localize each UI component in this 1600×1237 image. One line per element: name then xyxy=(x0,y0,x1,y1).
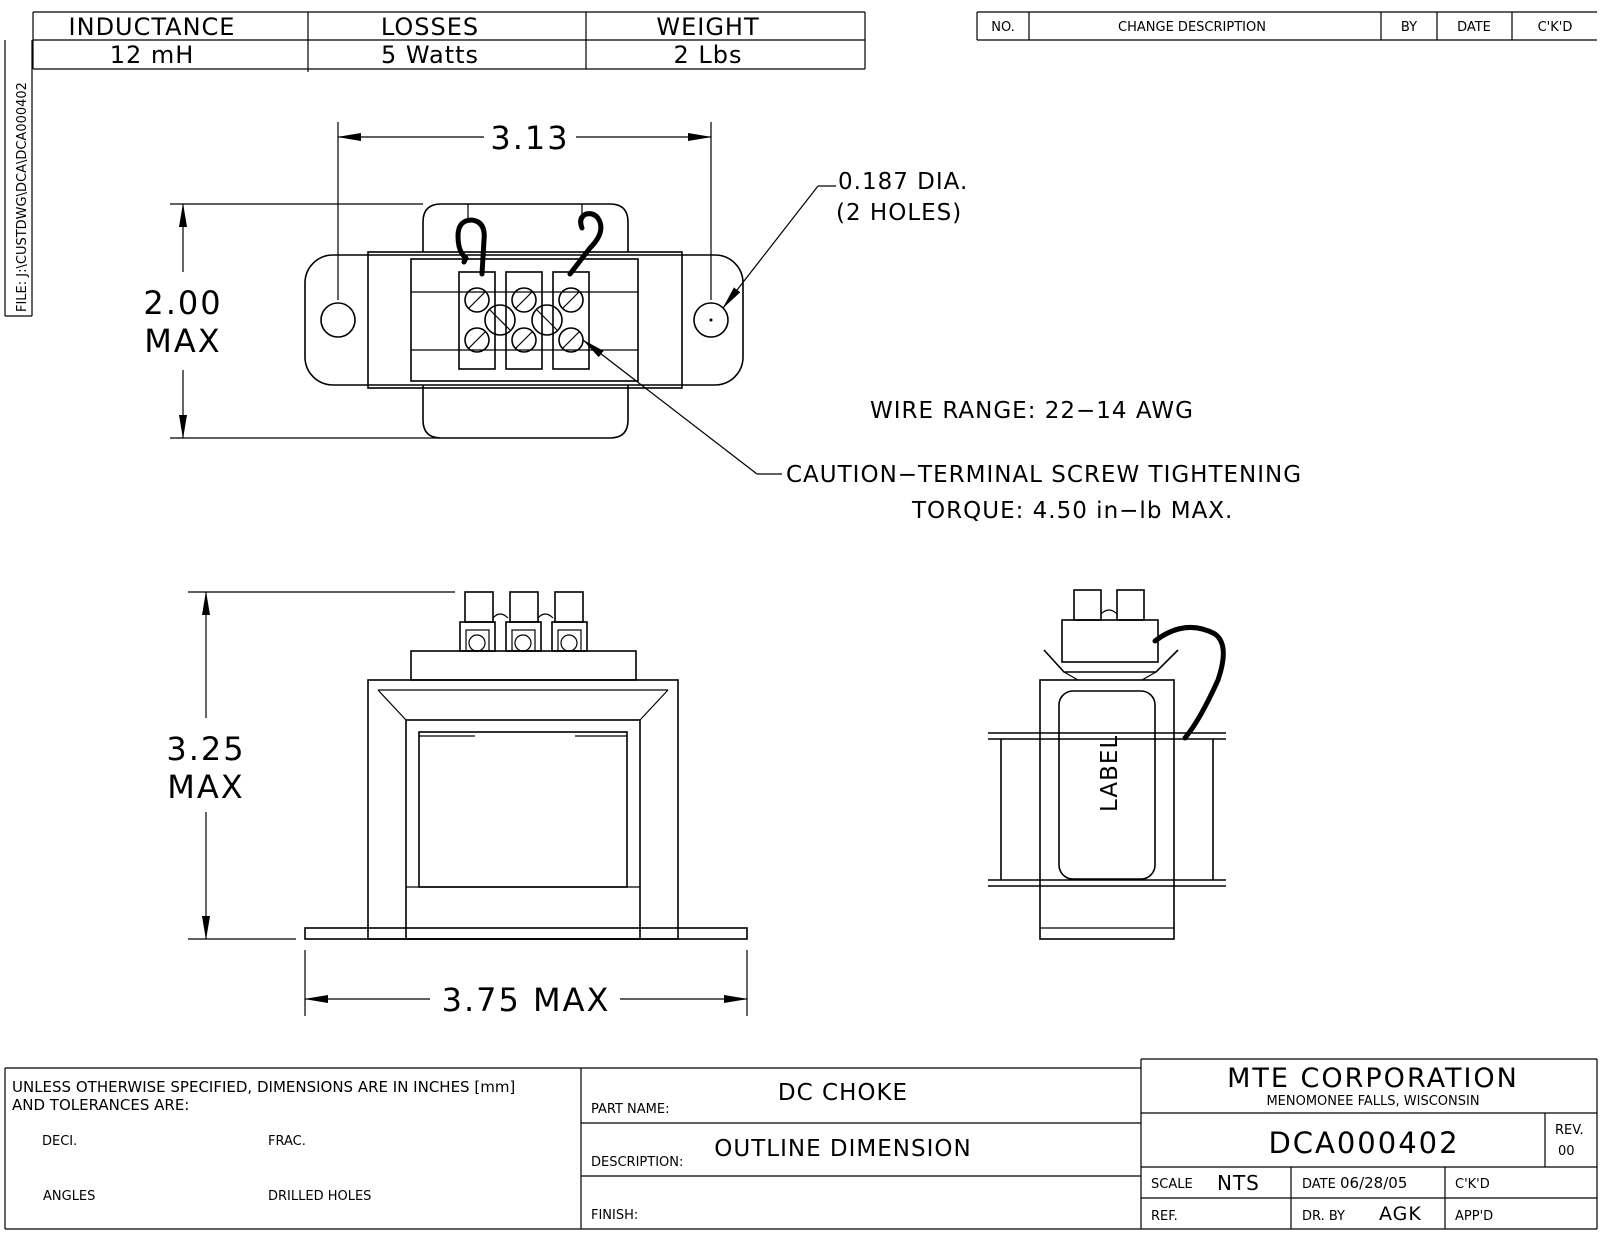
scale-value: NTS xyxy=(1217,1171,1260,1195)
hole-note-line2: (2 HOLES) xyxy=(836,200,963,226)
hole-note-line1: 0.187 DIA. xyxy=(838,169,969,195)
dim-width-top: 3.13 xyxy=(490,119,570,157)
title-block xyxy=(5,1059,1597,1229)
caution-note-line2: TORQUE: 4.50 in−lb MAX. xyxy=(912,498,1234,524)
description: OUTLINE DIMENSION xyxy=(714,1136,972,1162)
top-view-dimensions xyxy=(143,119,968,438)
wire-range-note: WIRE RANGE: 22−14 AWG xyxy=(870,398,1194,424)
front-view xyxy=(305,592,747,939)
front-view-dimensions xyxy=(166,592,747,1019)
spec-value-losses: 5 Watts xyxy=(380,41,480,69)
terminal-screws xyxy=(465,288,583,352)
front-terminals xyxy=(460,592,587,651)
rev-header-ckd: C'K'D xyxy=(1537,20,1573,35)
rev-header-by: BY xyxy=(1400,20,1418,35)
specs-table xyxy=(33,12,865,72)
label-text: LABEL xyxy=(1097,734,1123,812)
file-path: FILE: J:\CUSTDWG\DCA\DCA000402 xyxy=(15,82,30,312)
drawing-number: DCA000402 xyxy=(1268,1126,1460,1160)
drawn-by-value: AGK xyxy=(1379,1203,1422,1225)
date-label: DATE xyxy=(1302,1177,1336,1192)
rev-value: 00 xyxy=(1558,1144,1575,1159)
part-name-label: PART NAME: xyxy=(591,1102,670,1117)
company-name: MTE CORPORATION xyxy=(1227,1063,1519,1094)
finish-label: FINISH: xyxy=(591,1208,639,1223)
notes xyxy=(583,340,1302,524)
scale-label: SCALE xyxy=(1151,1177,1193,1192)
dim-width-front: 3.75 MAX xyxy=(441,981,611,1019)
mounting-plate xyxy=(305,255,743,385)
drawn-by-label: DR. BY xyxy=(1302,1209,1345,1224)
dim-height-top-unit: MAX xyxy=(144,322,222,360)
spec-header-inductance: INDUCTANCE xyxy=(68,13,236,41)
tolerance-line2: AND TOLERANCES ARE: xyxy=(12,1096,190,1114)
ckd-label: C'K'D xyxy=(1455,1177,1490,1192)
mounting-hole-left xyxy=(321,303,355,337)
top-view xyxy=(305,204,743,438)
ref-label: REF. xyxy=(1151,1209,1178,1224)
tolerance-drilled-holes: DRILLED HOLES xyxy=(268,1189,372,1204)
revision-table xyxy=(977,12,1597,40)
spec-value-weight: 2 Lbs xyxy=(673,41,743,69)
spec-value-inductance: 12 mH xyxy=(109,41,195,69)
rev-header-description: CHANGE DESCRIPTION xyxy=(1118,20,1266,35)
part-name: DC CHOKE xyxy=(777,1080,909,1106)
spec-header-weight: WEIGHT xyxy=(656,13,760,41)
tolerance-frac: FRAC. xyxy=(268,1134,306,1149)
rev-header-date: DATE xyxy=(1457,20,1491,35)
rev-label: REV. xyxy=(1555,1123,1584,1138)
dim-height-front-unit: MAX xyxy=(167,768,245,806)
dim-height-top-value: 2.00 xyxy=(143,284,223,322)
file-path-box xyxy=(5,40,32,316)
description-label: DESCRIPTION: xyxy=(591,1155,684,1170)
date-value: 06/28/05 xyxy=(1340,1174,1408,1192)
appd-label: APP'D xyxy=(1455,1209,1494,1224)
dim-height-front-value: 3.25 xyxy=(166,730,246,768)
rev-header-no: NO. xyxy=(991,20,1015,35)
tolerance-deci: DECI. xyxy=(42,1134,78,1149)
spec-header-losses: LOSSES xyxy=(380,13,480,41)
tolerance-line1: UNLESS OTHERWISE SPECIFIED, DIMENSIONS ARE IN INCHES [mm] xyxy=(12,1078,516,1096)
side-view xyxy=(988,590,1226,939)
caution-note-line1: CAUTION−TERMINAL SCREW TIGHTENING xyxy=(786,462,1303,488)
company-location: MENOMONEE FALLS, WISCONSIN xyxy=(1266,1094,1480,1109)
tolerance-angles: ANGLES xyxy=(43,1189,96,1204)
